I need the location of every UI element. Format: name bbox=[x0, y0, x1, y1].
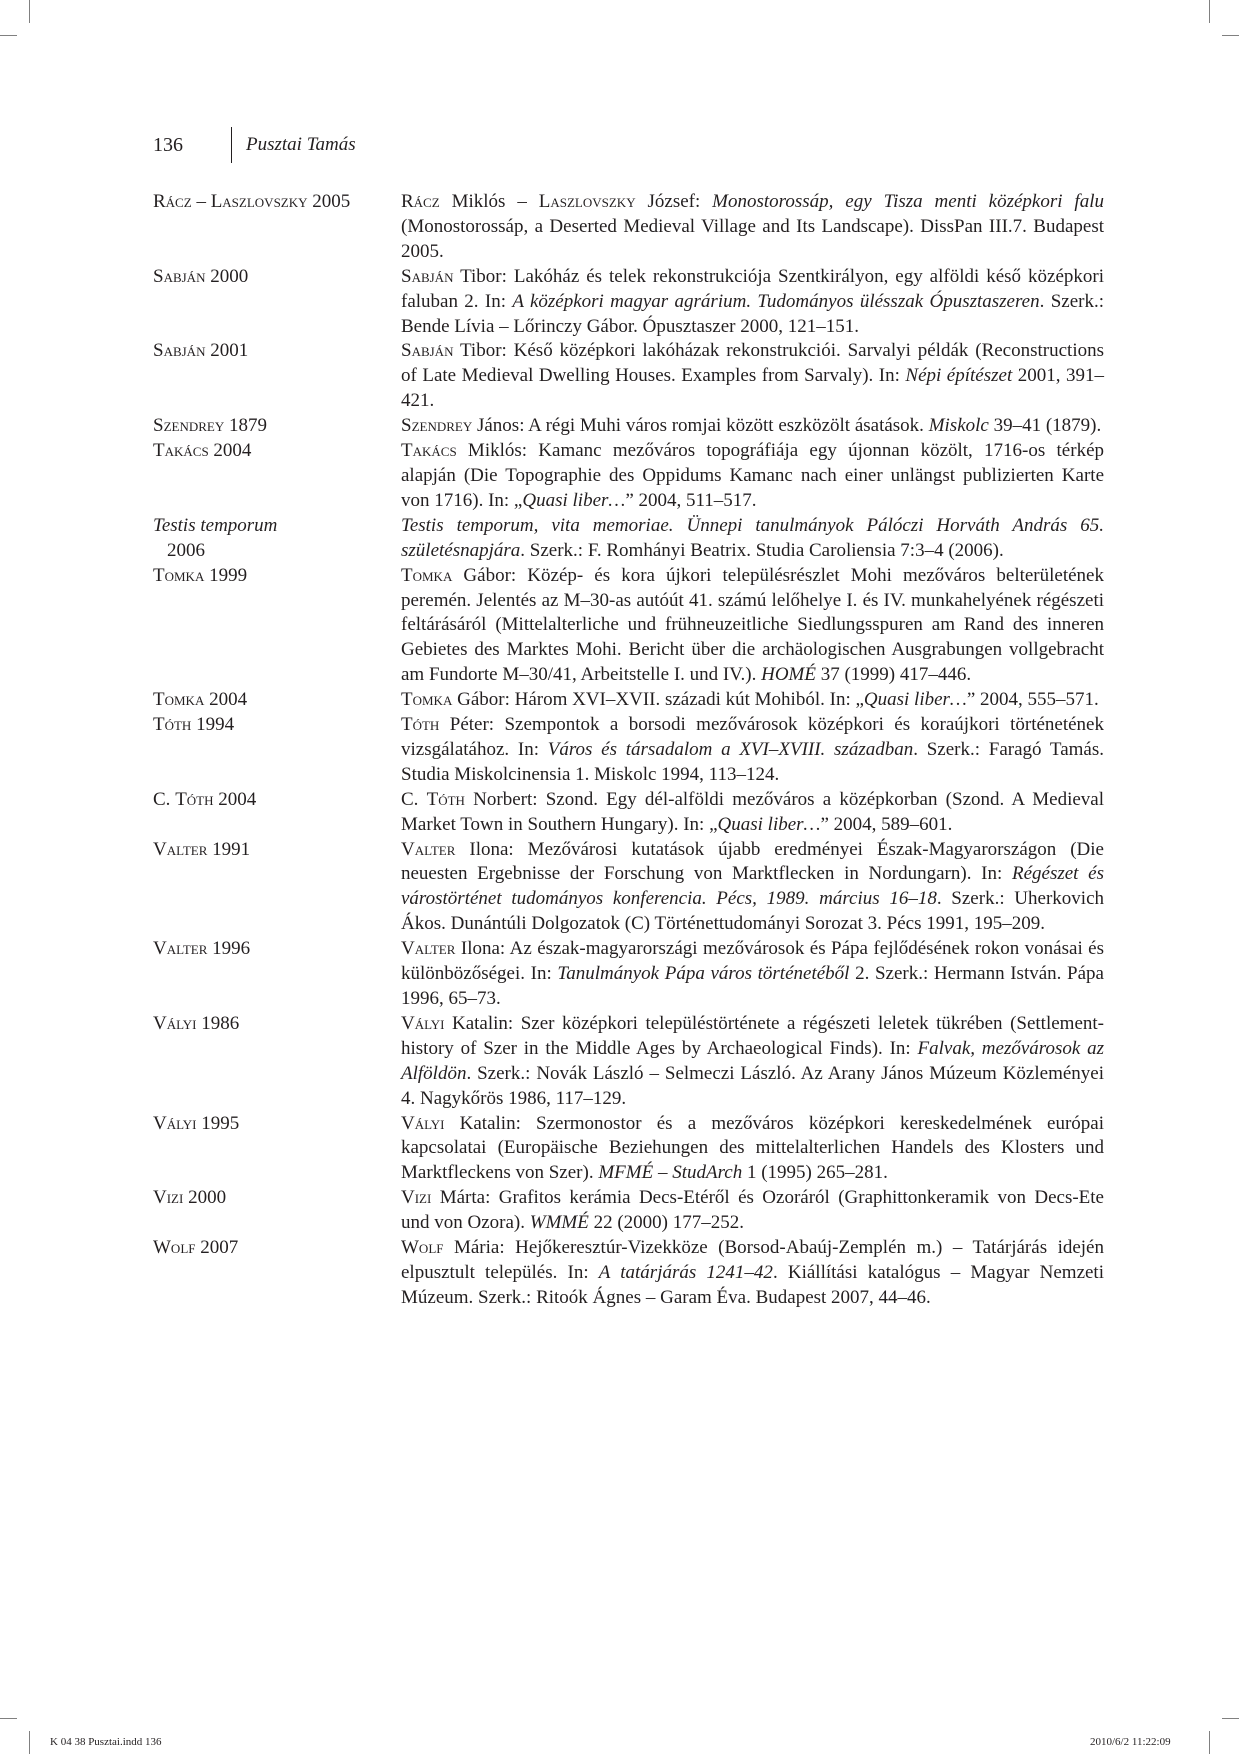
citation-text: 1 (1995) 265–281. bbox=[742, 1162, 888, 1184]
bibliography-entry bbox=[153, 265, 1104, 340]
entry-key-segment: Valter bbox=[153, 938, 208, 960]
citation-text: ” 2004, 511–517. bbox=[625, 489, 757, 511]
citation-author: Valter bbox=[401, 838, 456, 860]
entry-key-segment: C. bbox=[153, 788, 176, 810]
citation-author: Sabján bbox=[401, 340, 454, 362]
page-header bbox=[153, 128, 356, 162]
citation-title: MFMÉ – StudArch bbox=[598, 1162, 743, 1184]
citation-title: WMMÉ bbox=[529, 1212, 589, 1234]
citation-author: Vizi bbox=[401, 1187, 432, 1209]
citation-author: Laszlovszky bbox=[538, 191, 636, 212]
entry-key-segment: 1996 bbox=[207, 938, 251, 960]
entry-citation bbox=[401, 1236, 1104, 1311]
entry-key-segment: 2001 bbox=[205, 340, 249, 362]
entry-key-segment: 1986 bbox=[196, 1012, 240, 1034]
entry-key bbox=[153, 414, 401, 439]
entry-key bbox=[153, 688, 401, 713]
bibliography-entry bbox=[153, 788, 1104, 838]
citation-text: ” 2004, 555–571. bbox=[966, 689, 1099, 711]
citation-text: . Szerk.: Novák László – Selmeczi László. Az Arany János Múzeum Közleményei 4. Nagykőrös 1986, 117–129. bbox=[401, 1062, 1104, 1109]
entry-key-segment: Takács bbox=[153, 440, 209, 462]
entry-key bbox=[153, 937, 401, 1012]
entry-key-segment: Sabján bbox=[153, 265, 206, 287]
citation-author: Vályi bbox=[401, 1112, 445, 1134]
entry-key-segment: Rácz bbox=[153, 191, 192, 212]
entry-citation bbox=[401, 688, 1104, 713]
citation-author: Vályi bbox=[401, 1012, 445, 1034]
citation-title: HOMÉ bbox=[761, 664, 816, 686]
citation-title: Testis temporum, vita memoriae. Ünnepi tanulmányok Pálóczi Horváth András 65. születésnapjára bbox=[401, 514, 1104, 561]
crop-mark bbox=[1209, 1731, 1210, 1754]
bibliography-entry bbox=[153, 514, 1104, 564]
entry-citation bbox=[401, 838, 1104, 938]
citation-text: 2001, 391–421. bbox=[401, 365, 1105, 412]
citation-text: ” 2004, 589–601. bbox=[820, 813, 953, 835]
entry-key bbox=[153, 1186, 401, 1236]
slug-timestamp: 2010/6/2 11:22:09 bbox=[1090, 1736, 1171, 1748]
citation-text: . Szerk.: Faragó Tamás. Studia Miskolcinensia 1. Miskolc 1994, 113–124. bbox=[401, 738, 1104, 785]
crop-mark bbox=[29, 1731, 30, 1754]
citation-text: Mária: Hejőkeresztúr-Vizekköze (Borsod-Abaúj-Zemplén m.) – Tatárjárás idején elpusztult település. In: bbox=[401, 1237, 1104, 1283]
citation-title: Miskolc bbox=[928, 415, 989, 437]
entry-key-segment: 2004 bbox=[204, 689, 248, 711]
bibliography-entry bbox=[153, 688, 1104, 713]
citation-author: Rácz bbox=[401, 191, 440, 212]
citation-title: Népi építészet bbox=[905, 365, 1013, 387]
entry-citation bbox=[401, 265, 1104, 340]
citation-author: Tomka bbox=[401, 564, 453, 586]
bibliography-entry bbox=[153, 190, 1104, 265]
entry-key bbox=[153, 838, 401, 938]
entry-key bbox=[153, 190, 401, 265]
entry-key-segment: Szendrey bbox=[153, 415, 225, 437]
citation-author: Takács bbox=[401, 440, 457, 462]
entry-key-segment: 2005 bbox=[307, 191, 351, 212]
citation-text: Katalin: Szermonostor és a mezőváros középkori kereskedelmének európai kapcsolatai (Europäische Beziehungen des mittelalterlichen Handels des Klosters und Marktfleckens von Szer). bbox=[401, 1112, 1104, 1184]
entry-citation bbox=[401, 1012, 1104, 1112]
page-number: 136 bbox=[153, 133, 183, 156]
crop-mark bbox=[1209, 0, 1210, 23]
citation-author: Tóth bbox=[426, 788, 465, 810]
entry-citation bbox=[401, 788, 1104, 838]
citation-text: 2. Szerk.: Hermann István. Pápa 1996, 65–73. bbox=[401, 963, 1104, 1009]
running-head-author: Pusztai Tamás bbox=[246, 134, 356, 155]
bibliography-entry bbox=[153, 1012, 1104, 1112]
entry-key bbox=[153, 339, 401, 414]
entry-key-segment: 1999 bbox=[204, 564, 248, 586]
citation-text: 22 (2000) 177–252. bbox=[588, 1212, 744, 1234]
entry-key-segment: 1995 bbox=[196, 1112, 240, 1134]
entry-key-segment: Valter bbox=[153, 838, 208, 860]
entry-key bbox=[153, 1236, 401, 1311]
citation-author: Sabján bbox=[401, 265, 454, 287]
entry-key-segment: Testis temporum bbox=[153, 514, 278, 536]
citation-author: Szendrey bbox=[401, 415, 473, 437]
entry-key-segment: 2000 bbox=[205, 265, 249, 287]
entry-key-segment: Tomka bbox=[153, 689, 205, 711]
entry-key bbox=[153, 1112, 401, 1187]
entry-citation bbox=[401, 1112, 1104, 1187]
citation-title: Város és társadalom a XVI–XVIII. században bbox=[547, 738, 914, 760]
entry-key-segment: Tomka bbox=[153, 564, 205, 586]
entry-citation bbox=[401, 414, 1104, 439]
citation-author: Tomka bbox=[401, 689, 453, 711]
crop-mark bbox=[0, 35, 17, 36]
bibliography-entry bbox=[153, 937, 1104, 1012]
citation-author: Wolf bbox=[401, 1237, 444, 1259]
entry-key-segment: 1991 bbox=[207, 838, 251, 860]
citation-title: Tanulmányok Pápa város történetéből bbox=[557, 963, 850, 985]
citation-text: Márta: Grafitos kerámia Decs-Etéről és Ozoráról (Graphittonkeramik von Decs-Ete und von Ozora). bbox=[401, 1187, 1104, 1234]
citation-text: Norbert: Szond. Egy dél-alföldi mezőváros a középkorban (Szond. A Medieval Market Town in Southern Hungary). In: „ bbox=[401, 788, 1104, 835]
entry-key bbox=[153, 265, 401, 340]
entry-citation bbox=[401, 937, 1104, 1012]
citation-text: Miklós: Kamanc mezőváros topográfiája egy újonnan közölt, 1716-os térkép alapján (Die Topographie des Oppidums Kamanc nach einer unlängst publizierten Karte von 1716). In: „ bbox=[401, 440, 1104, 511]
bibliography-entry bbox=[153, 339, 1104, 414]
citation-title: Quasi liber… bbox=[863, 689, 967, 711]
entry-key-segment: 1994 bbox=[191, 714, 235, 736]
citation-text: . Szerk.: F. Romhányi Beatrix. Studia Caroliensia 7:3–4 (2006). bbox=[520, 539, 1004, 561]
entry-citation bbox=[401, 439, 1104, 514]
citation-text: 37 (1999) 417–446. bbox=[815, 664, 972, 686]
citation-text: Gábor: Három XVI–XVII. századi kút Mohiból. In: „ bbox=[452, 689, 864, 711]
entry-key bbox=[153, 564, 401, 689]
entry-citation bbox=[401, 339, 1104, 414]
entry-key-segment: 2004 bbox=[213, 788, 257, 810]
citation-title: A középkori magyar agrárium. Tudományos ülésszak Ópusztaszeren bbox=[512, 290, 1040, 312]
citation-text: Péter: Szempontok a borsodi mezővárosok középkori és koraújkori történetének vizsgálatához. In: bbox=[401, 714, 1104, 760]
citation-text: János: A régi Muhi város romjai között eszközölt ásatások. bbox=[472, 415, 929, 437]
entry-key-segment: 1879 bbox=[224, 415, 267, 437]
entry-citation bbox=[401, 190, 1104, 265]
slug-filename: K 04 38 Pusztai.indd 136 bbox=[50, 1736, 162, 1748]
entry-key-segment: Vályi bbox=[153, 1012, 197, 1034]
entry-key-segment: 2007 bbox=[195, 1237, 239, 1259]
citation-text: Miklós – bbox=[439, 191, 539, 212]
citation-text: . Szerk.: Bende Lívia – Lőrinczy Gábor. Ópusztaszer 2000, 121–151. bbox=[401, 290, 1105, 337]
citation-title: Quasi liber… bbox=[717, 813, 821, 835]
entry-key-segment: Tóth bbox=[153, 714, 192, 736]
crop-mark bbox=[0, 1718, 17, 1719]
citation-text: Gábor: Közép- és kora újkori településrészlet Mohi mezőváros belterületének peremén. Jelentés az M–30-as autóút 41. számú lelőhelye I. és IV. munkahelyének régészeti feltárásáról (Mittelalterliche und frühneuzeitliche Siedlungsspuren am Rand des inneren Gebietes des Marktes Mohi. Bericht über die archäologischen Ausgrabungen vollgebracht am Fundorte M–30/41, Arbeitstelle I. und IV.). bbox=[401, 564, 1104, 686]
citation-title: Monostorossáp, egy Tisza menti középkori falu bbox=[712, 191, 1104, 212]
citation-text: C. bbox=[401, 788, 427, 810]
citation-text: . Szerk.: Uherkovich Ákos. Dunántúli Dolgozatok (C) Történettudományi Sorozat 3. Pécs 1991, 195–209. bbox=[401, 888, 1105, 935]
entry-key bbox=[153, 514, 401, 564]
bibliography-entry bbox=[153, 439, 1104, 514]
bibliography-entry bbox=[153, 1186, 1104, 1236]
bibliography-entry bbox=[153, 1112, 1104, 1187]
entry-key bbox=[153, 713, 401, 788]
citation-text: Katalin: Szer középkori településtörténete a régészeti leletek tükrében (Settlement-history of Szer in the Middle Ages by Archaeological Finds). In: bbox=[401, 1012, 1104, 1059]
citation-text: . Kiállítási katalógus – Magyar Nemzeti Múzeum. Szerk.: Ritoók Ágnes – Garam Éva. Budapest 2007, 44–46. bbox=[401, 1261, 1104, 1308]
entry-citation bbox=[401, 564, 1104, 689]
bibliography-list bbox=[153, 190, 1104, 1311]
bibliography-entry bbox=[153, 838, 1104, 938]
citation-author: Valter bbox=[401, 938, 456, 960]
citation-text: Tibor: Késő középkori lakóházak rekonstrukciói. Sarvalyi példák (Reconstructions of Late Medieval Dwelling Houses. Examples from Sarvaly). In: bbox=[401, 340, 1104, 387]
header-divider bbox=[231, 127, 232, 163]
entry-citation bbox=[401, 514, 1104, 564]
citation-text: Ilona: Mezővárosi kutatások újabb eredményei Észak-Magyarországon (Die neuesten Ergebnisse der Forschung von Marktflecken in Nordungarn). In: bbox=[401, 838, 1104, 885]
crop-mark bbox=[1222, 1718, 1239, 1719]
citation-author: Tóth bbox=[401, 714, 440, 736]
crop-mark bbox=[29, 0, 30, 23]
entry-key-segment: Vizi bbox=[153, 1187, 184, 1209]
bibliography-entry bbox=[153, 1236, 1104, 1311]
bibliography-entry bbox=[153, 414, 1104, 439]
entry-key-segment: Laszlovszky bbox=[210, 191, 308, 212]
entry-citation bbox=[401, 713, 1104, 788]
citation-title: Régészet és várostörténet tudományos konferencia. Pécs, 1989. március 16–18 bbox=[401, 863, 1104, 910]
bibliography-entry bbox=[153, 713, 1104, 788]
citation-title: A tatárjárás 1241–42 bbox=[598, 1261, 773, 1283]
entry-key-segment: 2004 bbox=[208, 440, 252, 462]
entry-key-segment: Vályi bbox=[153, 1112, 197, 1134]
citation-title: Quasi liber… bbox=[522, 489, 626, 511]
entry-key bbox=[153, 788, 401, 838]
entry-key bbox=[153, 1012, 401, 1112]
entry-key-segment: Wolf bbox=[153, 1237, 196, 1259]
entry-key-segment: Tóth bbox=[175, 788, 214, 810]
entry-key bbox=[153, 439, 401, 514]
citation-text: Tibor: Lakóház és telek rekonstrukciója Szentkirályon, egy alföldi késő középkori faluban 2. In: bbox=[401, 265, 1104, 312]
citation-title: Falvak, mezővárosok az Alföldön bbox=[401, 1037, 1104, 1084]
entry-key-segment: 2000 bbox=[183, 1187, 227, 1209]
entry-citation bbox=[401, 1186, 1104, 1236]
citation-text: (Monostorossáp, a Deserted Medieval Village and Its Landscape). DissPan III.7. Budapest 2005. bbox=[401, 215, 1104, 262]
entry-key-segment: – bbox=[191, 191, 211, 212]
entry-key-segment: Sabján bbox=[153, 340, 206, 362]
citation-text: 39–41 (1879). bbox=[988, 415, 1102, 437]
citation-text: József: bbox=[635, 191, 713, 212]
bibliography-entry bbox=[153, 564, 1104, 689]
crop-mark bbox=[1222, 35, 1239, 36]
entry-key-year: 2006 bbox=[167, 539, 205, 561]
citation-text: Ilona: Az észak-magyarországi mezővárosok és Pápa fejlődésének rokon vonásai és különbözőségei. In: bbox=[401, 938, 1104, 985]
